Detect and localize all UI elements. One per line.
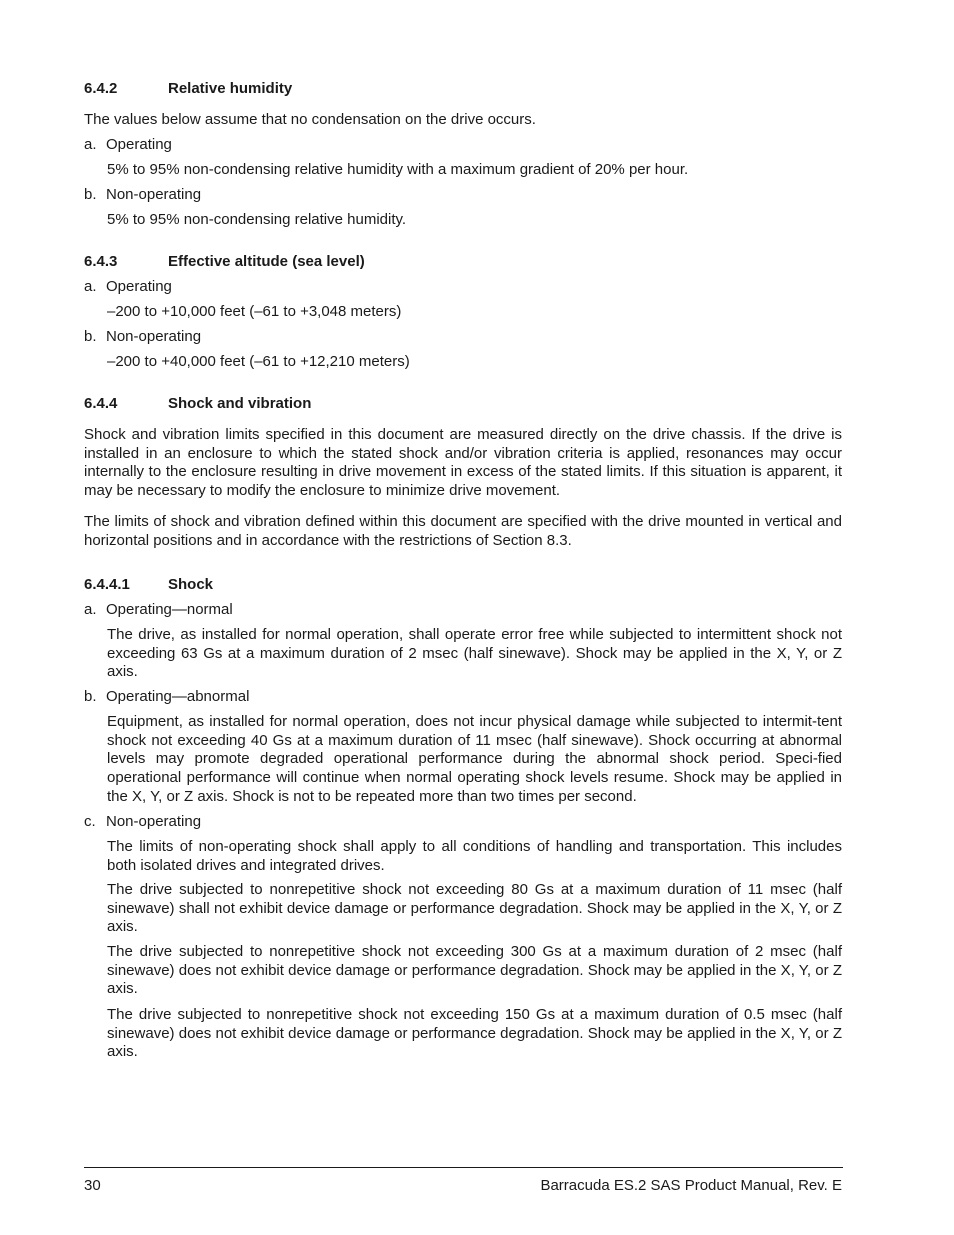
shock-item-a-text: The drive, as installed for normal operation, shall operate error free while subjected to intermittent shock not exceeding 63 Gs at a maximum duration of 2 msec (half sinewave). Shock may be applied in the X, Y, or Z axis. <box>107 626 842 681</box>
shock-item-a <box>84 601 233 619</box>
section-number: 6.4.4 <box>84 395 118 412</box>
page-number: 30 <box>84 1177 101 1194</box>
altitude-item-a <box>84 278 172 296</box>
section-title: Shock <box>168 576 214 593</box>
humidity-intro: The values below assume that no condensation on the drive occurs. <box>84 111 536 128</box>
section-number: 6.4.3 <box>84 253 118 270</box>
shock-item-c-text-4: The drive subjected to nonrepetitive shock not exceeding 150 Gs at a maximum duration of 0.5 msec (half sinewave) does not exhibit device damage or performance degradation. Shock may be applied in the X, Y, or Z axis. <box>107 1006 842 1061</box>
humidity-item-a-text: 5% to 95% non-condensing relative humidity with a maximum gradient of 20% per hour. <box>107 161 689 178</box>
list-letter: a. <box>84 278 97 295</box>
list-letter: a. <box>84 136 97 153</box>
list-item-title: Non-operating <box>106 328 202 345</box>
list-item-title: Non-operating <box>106 813 202 830</box>
altitude-item-b <box>84 328 201 346</box>
list-item-title: Non-operating <box>106 186 202 203</box>
list-item-title: Operating—normal <box>106 601 233 618</box>
humidity-item-b <box>84 186 201 204</box>
shock-vibration-paragraph-1: Shock and vibration limits specified in this document are measured directly on the drive chassis. If the drive is installed in an enclosure to which the stated shock and/or vibration criteria is applied, resonances may occur internally to the enclosure resulting in drive movement in excess of the stated limits. If this situation is apparent, it may be necessary to modify the enclosure to minimize drive movement. <box>84 426 842 500</box>
altitude-item-b-text: –200 to +40,000 feet (–61 to +12,210 meters) <box>107 353 410 370</box>
list-letter: b. <box>84 328 97 345</box>
shock-item-b-text: Equipment, as installed for normal operation, does not incur physical damage while subjected to intermit-tent shock not exceeding 40 Gs at a maximum duration of 11 msec (half sinewave). Shock occurring at abnormal levels may promote degraded operational performance during the abnormal shock period. Speci-fied operational performance will continue when normal operating shock levels resume. Shock may be applied in the X, Y, or Z axis. Shock is not to be repeated more than two times per second. <box>107 713 842 805</box>
shock-item-c-text-2: The drive subjected to nonrepetitive shock not exceeding 80 Gs at a maximum duration of 11 msec (half sinewave) shall not exhibit device damage or performance degradation. Shock may be applied in the X, Y, or Z axis. <box>107 881 842 936</box>
list-item-title: Operating—abnormal <box>106 688 250 705</box>
humidity-item-b-text: 5% to 95% non-condensing relative humidity. <box>107 211 407 228</box>
shock-item-c-text-1: The limits of non-operating shock shall apply to all conditions of handling and transportation. This includes both isolated drives and integrated drives. <box>107 838 842 874</box>
humidity-item-a <box>84 136 172 154</box>
list-item-title: Operating <box>106 136 172 153</box>
section-title: Relative humidity <box>168 80 293 97</box>
shock-vibration-paragraph-2: The limits of shock and vibration defined within this document are specified with the drive mounted in vertical and horizontal positions and in accordance with the restrictions of Section 8.3. <box>84 513 842 549</box>
list-item-title: Operating <box>106 278 172 295</box>
section-number: 6.4.2 <box>84 80 118 97</box>
shock-item-b <box>84 688 249 706</box>
footer-divider <box>84 1167 843 1168</box>
footer-document-title: Barracuda ES.2 SAS Product Manual, Rev. E <box>540 1177 842 1194</box>
list-letter: b. <box>84 186 97 203</box>
list-letter: c. <box>84 813 96 830</box>
shock-item-c-text-3: The drive subjected to nonrepetitive shock not exceeding 300 Gs at a maximum duration of 2 msec (half sinewave) does not exhibit device damage or performance degradation. Shock may be applied in the X, Y, or Z axis. <box>107 943 842 998</box>
shock-item-c <box>84 813 201 831</box>
section-title: Effective altitude (sea level) <box>168 253 365 270</box>
altitude-item-a-text: –200 to +10,000 feet (–61 to +3,048 meters) <box>107 303 402 320</box>
section-title: Shock and vibration <box>168 395 312 412</box>
list-letter: b. <box>84 688 97 705</box>
list-letter: a. <box>84 601 97 618</box>
section-number: 6.4.4.1 <box>84 576 130 593</box>
